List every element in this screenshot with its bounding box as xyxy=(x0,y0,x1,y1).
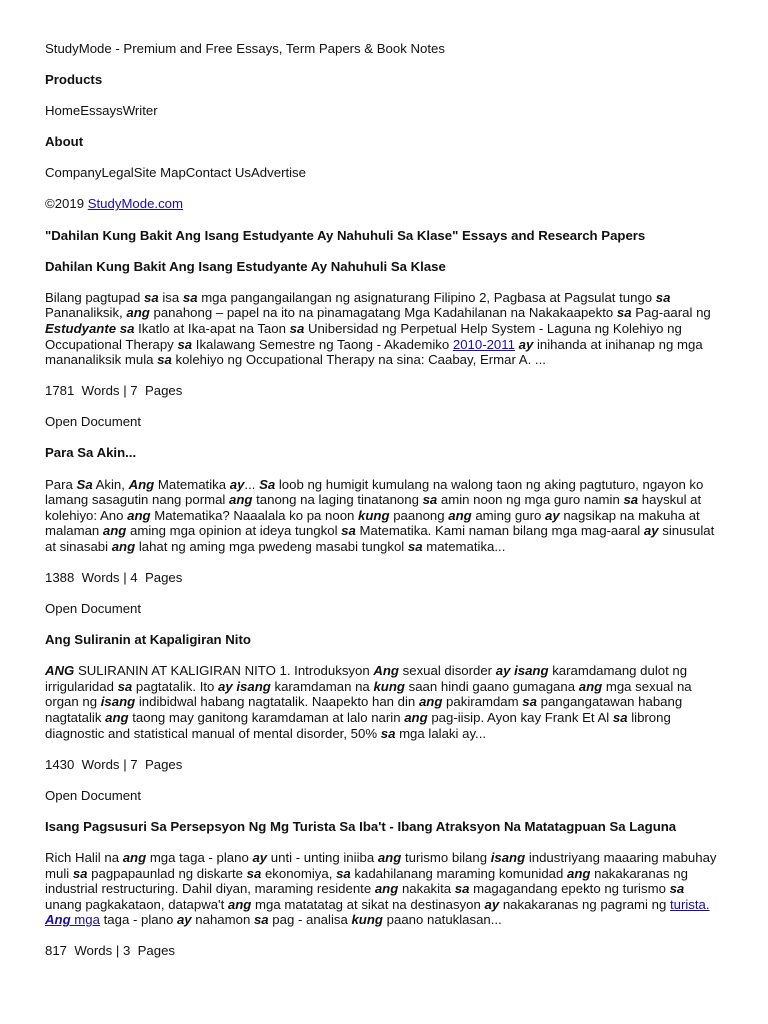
snippet-keyword: ang xyxy=(567,865,591,881)
snippet-keyword: ang xyxy=(377,850,402,865)
nav-link-company[interactable]: Company xyxy=(45,165,102,181)
snippet-keyword: kung xyxy=(358,507,390,523)
snippet-keyword: ang xyxy=(102,523,127,539)
snippet-keyword: ay xyxy=(229,476,245,492)
about-heading: About xyxy=(45,134,84,150)
snippet-text: librong diagnostic and statistical manual of mental disorder, 50% xyxy=(45,710,671,741)
snippet-text: matematika... xyxy=(422,538,506,554)
snippet-keyword: isang xyxy=(100,694,136,710)
snippet-text: kolehiyo ng Occupational Therapy na sina: Caabay, Ermar A. ... xyxy=(171,352,546,368)
snippet-keyword: Ang xyxy=(128,476,155,492)
snippet-keyword: ang xyxy=(227,896,252,912)
snippet-keyword: ang xyxy=(374,881,399,897)
snippet-text: Bilang pagtupad xyxy=(45,289,144,305)
snippet-link[interactable]: turista. xyxy=(669,896,710,912)
result-item xyxy=(45,819,724,959)
snippet-keyword: sa xyxy=(182,289,198,305)
snippet-keyword: ang xyxy=(111,538,136,554)
snippet-text: Rich Halil na xyxy=(45,850,123,865)
snippet-text: pagpapaunlad ng diskarte xyxy=(87,865,247,881)
snippet-text: karamdaman na xyxy=(270,678,374,694)
snippet-text: mga taga - plano xyxy=(146,850,253,865)
snippet-text: unang pagkakataon, datapwa't xyxy=(45,896,228,912)
snippet-keyword: sa xyxy=(157,352,172,368)
snippet-text: nakakaranas ng pagrami ng xyxy=(499,896,670,912)
snippet-text: pakiramdam xyxy=(442,694,523,710)
site-title: StudyMode - Premium and Free Essays, Term Papers & Book Notes xyxy=(45,41,445,56)
snippet-keyword: ang xyxy=(229,492,253,508)
snippet-keyword: sa xyxy=(454,881,470,897)
snippet-text: paano natuklasan... xyxy=(382,912,502,928)
snippet-keyword: sa xyxy=(72,865,88,881)
snippet-text: industriyang maaaring mabuhay muli xyxy=(45,850,717,881)
snippet-text: pag - analisa xyxy=(268,912,352,928)
snippet-keyword: ANG xyxy=(45,663,75,679)
snippet-keyword: ay isang xyxy=(495,663,549,679)
snippet-text: paanong xyxy=(389,507,449,523)
snippet-text: Akin, xyxy=(92,476,129,492)
snippet-text: inihanda at inihanap ng mga mananaliksik mula xyxy=(45,336,703,368)
result-title[interactable]: Dahilan Kung Bakit Ang Isang Estudyante Ay Nahuhuli Sa Klase xyxy=(45,258,446,274)
snippet-text: Matematika xyxy=(154,476,230,492)
open-document-link[interactable]: Open Document xyxy=(45,601,142,617)
snippet-text: Matematika. Kami naman bilang mga mag-aaral xyxy=(355,523,644,539)
snippet-text: Ikatlo at Ika-apat na Taon xyxy=(134,320,290,336)
about-nav xyxy=(45,165,724,181)
result-item xyxy=(45,632,724,819)
snippet-keyword: ay xyxy=(484,896,500,912)
snippet-keyword: sa xyxy=(616,305,632,321)
result-meta: 1781 Words | 7 Pages xyxy=(45,383,183,399)
snippet-text: taga - plano xyxy=(99,912,177,928)
snippet-keyword: ang xyxy=(122,850,147,865)
snippet-keyword: kung xyxy=(351,912,383,928)
snippet-text: nakakaranas ng industrial restructuring. Dahil diyan, maraming residente xyxy=(45,865,688,897)
snippet-text: mga lalaki ay... xyxy=(395,725,487,741)
snippet-keyword: ay xyxy=(545,507,560,523)
snippet-keyword: sa xyxy=(117,678,133,694)
snippet-keyword: ay xyxy=(643,523,659,539)
snippet-link[interactable]: mga xyxy=(70,912,100,928)
snippet-keyword: sa xyxy=(336,865,351,881)
snippet-text: taong may ganitong karamdaman at lalo narin xyxy=(128,710,405,726)
snippet-text: aming guro xyxy=(471,507,545,523)
snippet-text: SULIRANIN AT KALIGIRAN NITO 1. Introduksyon xyxy=(74,663,374,679)
snippet-text: mga matatatag at sikat na destinasyon xyxy=(251,896,485,912)
nav-link-site-map[interactable]: Site Map xyxy=(133,165,186,181)
snippet-text: ekonomiya, xyxy=(261,865,337,881)
snippet-text: Unibersidad ng Perpetual Help System - Laguna ng Kolehiyo ng Occupational Therapy xyxy=(45,320,682,352)
snippet-text: hayskul at kolehiyo: Ano xyxy=(45,492,702,523)
snippet-keyword: isang xyxy=(490,850,526,865)
snippet-keyword: sa xyxy=(144,289,159,305)
snippet-keyword: sa xyxy=(380,725,396,741)
snippet-keyword: ang xyxy=(126,305,150,321)
result-meta: 1430 Words | 7 Pages xyxy=(45,756,183,772)
snippet-keyword: sa xyxy=(289,320,305,336)
result-snippet xyxy=(45,477,724,555)
snippet-link[interactable]: Ang xyxy=(45,912,71,928)
snippet-text: turismo bilang xyxy=(401,850,491,865)
snippet-text: unti - unting iniiba xyxy=(267,850,378,865)
snippet-text: pangangatawan habang nagtatalik xyxy=(45,694,683,726)
snippet-text: lahat ng aming mga pwedeng masabi tungkol xyxy=(135,538,408,554)
snippet-text: sexual disorder xyxy=(398,663,496,679)
snippet-keyword: sa xyxy=(612,710,628,726)
snippet-keyword: ang xyxy=(404,710,428,726)
snippet-text: mga pangangailangan ng asignaturang Filipino 2, Pagbasa at Pagsulat tungo xyxy=(197,289,656,305)
result-snippet xyxy=(45,290,724,368)
snippet-keyword: sa xyxy=(623,492,639,508)
snippet-text: Matematika? Naaalala ko pa noon xyxy=(150,507,359,523)
snippet-text: aming mga opinion at ideya tungkol xyxy=(126,523,342,539)
snippet-keyword: Ang xyxy=(373,663,399,679)
nav-link-writer[interactable]: Writer xyxy=(122,103,158,119)
snippet-text: tanong na laging tinatanong xyxy=(252,492,423,508)
snippet-text: karamdamang dulot ng irrigularidad xyxy=(45,663,688,694)
result-title[interactable]: Isang Pagsusuri Sa Persepsyon Ng Mg Turista Sa Iba't - Ibang Atraksyon Na Matatagpuan Sa Laguna xyxy=(45,818,677,834)
products-nav xyxy=(45,103,724,119)
result-snippet xyxy=(45,663,724,741)
snippet-text: mga sexual na organ ng xyxy=(45,678,692,710)
snippet-keyword: Sa xyxy=(76,476,93,492)
snippet-text: indibidwal habang nagtatalik. Naapekto han din xyxy=(135,694,419,710)
studymode-link[interactable]: StudyMode.com xyxy=(87,196,184,212)
result-item xyxy=(45,445,724,632)
nav-link-legal[interactable]: Legal xyxy=(101,165,134,181)
result-item xyxy=(45,259,724,446)
snippet-keyword: ang xyxy=(578,678,603,694)
snippet-keyword: sa xyxy=(522,694,537,710)
snippet-keyword: ang xyxy=(418,694,443,710)
snippet-keyword: ang xyxy=(105,710,129,726)
nav-link-contact-us[interactable]: Contact Us xyxy=(185,165,252,181)
snippet-keyword: ang xyxy=(127,507,151,523)
result-meta: 1388 Words | 4 Pages xyxy=(45,569,183,585)
snippet-keyword: Estudyante sa xyxy=(45,320,135,336)
snippet-text: pag-iisip. Ayon kay Frank Et Al xyxy=(427,710,613,726)
snippet-keyword: sa xyxy=(669,881,685,897)
snippet-keyword: kung xyxy=(373,678,405,694)
snippet-keyword: ay xyxy=(176,912,192,928)
snippet-text: sinusulat at sinasabi xyxy=(45,523,715,554)
snippet-text: nagsikap na makuha at malaman xyxy=(45,507,700,539)
snippet-keyword: Sa xyxy=(259,476,276,492)
snippet-text: nahamon xyxy=(191,912,254,928)
products-heading: Products xyxy=(45,72,103,88)
snippet-text: magagandang epekto ng turismo xyxy=(469,881,670,897)
result-title[interactable]: Para Sa Akin... xyxy=(45,445,137,461)
snippet-keyword: ay xyxy=(518,336,534,352)
snippet-keyword: sa xyxy=(177,336,193,352)
snippet-text: amin noon ng mga guro namin xyxy=(437,492,624,508)
snippet-keyword: sa xyxy=(407,538,423,554)
snippet-text: panahong – papel na ito na pinamagatang Mga Kadahilanan na Nakakaapekto xyxy=(149,305,617,321)
copyright xyxy=(45,196,724,212)
snippet-keyword: ay xyxy=(252,850,268,865)
snippet-keyword: ay isang xyxy=(218,678,271,694)
snippet-text: ... xyxy=(244,476,260,492)
snippet-keyword: sa xyxy=(341,523,356,539)
snippet-text: Para xyxy=(45,476,77,492)
open-document-link[interactable]: Open Document xyxy=(45,414,142,430)
snippet-keyword: sa xyxy=(246,865,262,881)
nav-link-advertise[interactable]: Advertise xyxy=(251,165,306,181)
snippet-text: loob ng humigit kumulang na walong taon ng aking pagtuturo, ngayon ko lamang sasagutin nang pormal xyxy=(45,476,704,508)
results-list xyxy=(45,259,724,959)
snippet-text: pagtatalik. Ito xyxy=(132,678,219,694)
snippet-keyword: sa xyxy=(253,912,269,928)
copyright-text: ©2019 xyxy=(45,196,88,212)
nav-link-essays[interactable]: Essays xyxy=(80,103,123,119)
result-meta: 817 Words | 3 Pages xyxy=(45,943,176,959)
snippet-text: kadahilanang maraming komunidad xyxy=(350,865,568,881)
nav-link-home[interactable]: Home xyxy=(45,103,81,119)
snippet-keyword: ang xyxy=(448,507,472,523)
snippet-link[interactable]: 2010-2011 xyxy=(452,336,515,352)
open-document-link[interactable]: Open Document xyxy=(45,787,142,803)
snippet-keyword: sa xyxy=(422,492,438,508)
result-title[interactable]: Ang Suliranin at Kapaligiran Nito xyxy=(45,632,251,648)
snippet-keyword: sa xyxy=(655,289,671,305)
snippet-text: Ikalawang Semestre ng Taong - Akademiko xyxy=(192,336,453,352)
snippet-text: Pag-aaral ng xyxy=(631,305,711,321)
snippet-text: Pananaliksik, xyxy=(45,305,127,321)
result-snippet xyxy=(45,850,724,928)
snippet-text: saan hindi gaano gumagana xyxy=(404,678,579,694)
snippet-text: isa xyxy=(158,289,183,305)
snippet-text: nakakita xyxy=(398,881,455,897)
results-heading: "Dahilan Kung Bakit Ang Isang Estudyante Ay Nahuhuli Sa Klase" Essays and Research Papers xyxy=(45,227,646,243)
